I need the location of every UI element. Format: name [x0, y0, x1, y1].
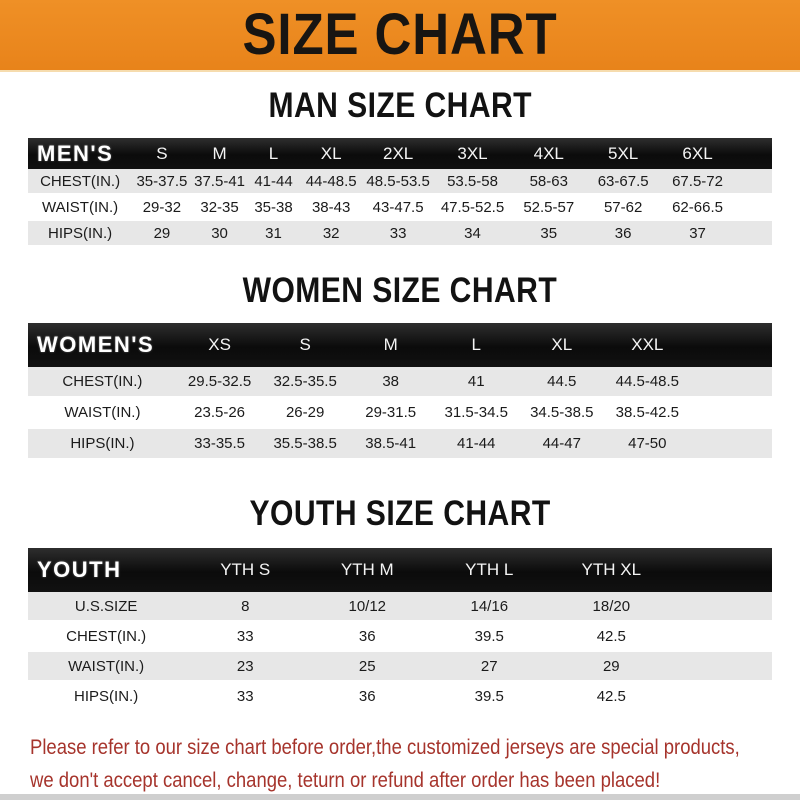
men-waist-row: [28, 194, 772, 220]
cell: 38-43: [300, 194, 363, 220]
cell: 57-62: [586, 194, 660, 220]
filler-cell: [672, 651, 772, 681]
cell: 37: [660, 220, 734, 246]
cell: 8: [184, 592, 306, 621]
cell: 26-29: [262, 397, 348, 428]
filler-cell: [735, 138, 772, 169]
filler-cell: [672, 548, 772, 592]
cell: 29: [132, 220, 192, 246]
youth-section-heading: [0, 496, 800, 532]
cell: 36: [306, 621, 428, 651]
cell: 29-32: [132, 194, 192, 220]
filler-cell: [672, 621, 772, 651]
cell: 32: [300, 220, 363, 246]
youth-header-row: [28, 548, 772, 592]
women-chest-row: [28, 367, 772, 397]
women-hips-row: [28, 428, 772, 459]
cell: 53.5-58: [433, 169, 511, 194]
men-table-title: MEN'S: [28, 138, 132, 169]
women-header-row: [28, 323, 772, 367]
row-label: HIPS(IN.): [28, 681, 184, 711]
cell: 43-47.5: [363, 194, 434, 220]
women-heading-text: WOMEN SIZE CHART: [242, 271, 558, 310]
cell: 42.5: [550, 681, 672, 711]
row-label: CHEST(IN.): [28, 367, 177, 397]
cell: 44-48.5: [300, 169, 363, 194]
cell: 52.5-57: [512, 194, 586, 220]
row-label: HIPS(IN.): [28, 428, 177, 459]
cell: 62-66.5: [660, 194, 734, 220]
row-label: WAIST(IN.): [28, 651, 184, 681]
youth-hips-row: [28, 681, 772, 711]
cell: 35-38: [247, 194, 299, 220]
cell: 33-35.5: [177, 428, 263, 459]
women-column-header: XXL: [605, 323, 691, 367]
cell: 67.5-72: [660, 169, 734, 194]
cell: 58-63: [512, 169, 586, 194]
cell: 30: [192, 220, 248, 246]
cell: 29.5-32.5: [177, 367, 263, 397]
filler-cell: [672, 681, 772, 711]
men-column-header: 6XL: [660, 138, 734, 169]
youth-heading-text: YOUTH SIZE CHART: [249, 494, 551, 533]
cell: 31.5-34.5: [433, 397, 519, 428]
filler-cell: [690, 428, 772, 459]
bottom-edge-strip: [0, 794, 800, 800]
women-column-header: XS: [177, 323, 263, 367]
men-column-header: L: [247, 138, 299, 169]
cell: 39.5: [428, 681, 550, 711]
page-title: SIZE CHART: [242, 2, 558, 67]
men-header-row: [28, 138, 772, 169]
youth-waist-row: [28, 651, 772, 681]
cell: 33: [363, 220, 434, 246]
cell: 44.5-48.5: [605, 367, 691, 397]
women-size-table: [28, 323, 772, 460]
cell: 44-47: [519, 428, 605, 459]
cell: 34.5-38.5: [519, 397, 605, 428]
cell: 47-50: [605, 428, 691, 459]
women-column-header: XL: [519, 323, 605, 367]
cell: 33: [184, 681, 306, 711]
women-section-heading: [0, 273, 800, 309]
cell: 14/16: [428, 592, 550, 621]
cell: 32-35: [192, 194, 248, 220]
cell: 31: [247, 220, 299, 246]
filler-cell: [735, 220, 772, 246]
banner: [0, 0, 800, 72]
cell: 41-44: [247, 169, 299, 194]
youth-column-header: YTH L: [428, 548, 550, 592]
disclaimer-line-2: we don't accept cancel, change, teturn or refund after order has been placed!: [30, 769, 661, 792]
cell: 47.5-52.5: [433, 194, 511, 220]
footer-disclaimer: [0, 732, 800, 798]
filler-cell: [690, 367, 772, 397]
men-hips-row: [28, 220, 772, 246]
cell: 27: [428, 651, 550, 681]
cell: 41-44: [433, 428, 519, 459]
row-label: U.S.SIZE: [28, 592, 184, 621]
men-size-table: [28, 138, 772, 247]
cell: 38.5-41: [348, 428, 434, 459]
youth-chest-row: [28, 621, 772, 651]
men-chest-row: [28, 169, 772, 194]
men-column-header: M: [192, 138, 248, 169]
women-waist-row: [28, 397, 772, 428]
men-column-header: S: [132, 138, 192, 169]
cell: 34: [433, 220, 511, 246]
youth-column-header: YTH S: [184, 548, 306, 592]
cell: 32.5-35.5: [262, 367, 348, 397]
men-heading-text: MAN SIZE CHART: [268, 86, 532, 125]
row-label: HIPS(IN.): [28, 220, 132, 246]
cell: 33: [184, 621, 306, 651]
row-label: CHEST(IN.): [28, 169, 132, 194]
cell: 23: [184, 651, 306, 681]
cell: 23.5-26: [177, 397, 263, 428]
cell: 18/20: [550, 592, 672, 621]
cell: 35-37.5: [132, 169, 192, 194]
men-column-header: XL: [300, 138, 363, 169]
cell: 42.5: [550, 621, 672, 651]
filler-cell: [735, 194, 772, 220]
youth-ussize-row: [28, 592, 772, 621]
cell: 38: [348, 367, 434, 397]
row-label: CHEST(IN.): [28, 621, 184, 651]
youth-table-title: YOUTH: [28, 548, 184, 592]
cell: 37.5-41: [192, 169, 248, 194]
cell: 36: [306, 681, 428, 711]
cell: 29-31.5: [348, 397, 434, 428]
cell: 25: [306, 651, 428, 681]
cell: 44.5: [519, 367, 605, 397]
cell: 48.5-53.5: [363, 169, 434, 194]
men-column-header: 2XL: [363, 138, 434, 169]
cell: 10/12: [306, 592, 428, 621]
youth-column-header: YTH XL: [550, 548, 672, 592]
cell: 38.5-42.5: [605, 397, 691, 428]
youth-column-header: YTH M: [306, 548, 428, 592]
filler-cell: [735, 169, 772, 194]
cell: 41: [433, 367, 519, 397]
men-section-heading: [0, 88, 800, 124]
row-label: WAIST(IN.): [28, 194, 132, 220]
cell: 29: [550, 651, 672, 681]
row-label: WAIST(IN.): [28, 397, 177, 428]
women-table-title: WOMEN'S: [28, 323, 177, 367]
cell: 35.5-38.5: [262, 428, 348, 459]
cell: 36: [586, 220, 660, 246]
disclaimer-line-1: Please refer to our size chart before order,the customized jerseys are special products,: [30, 736, 740, 759]
men-column-header: 4XL: [512, 138, 586, 169]
cell: 39.5: [428, 621, 550, 651]
filler-cell: [672, 592, 772, 621]
cell: 35: [512, 220, 586, 246]
cell: 63-67.5: [586, 169, 660, 194]
men-column-header: 3XL: [433, 138, 511, 169]
filler-cell: [690, 323, 772, 367]
women-column-header: L: [433, 323, 519, 367]
filler-cell: [690, 397, 772, 428]
men-column-header: 5XL: [586, 138, 660, 169]
youth-size-table: [28, 548, 772, 712]
women-column-header: S: [262, 323, 348, 367]
women-column-header: M: [348, 323, 434, 367]
